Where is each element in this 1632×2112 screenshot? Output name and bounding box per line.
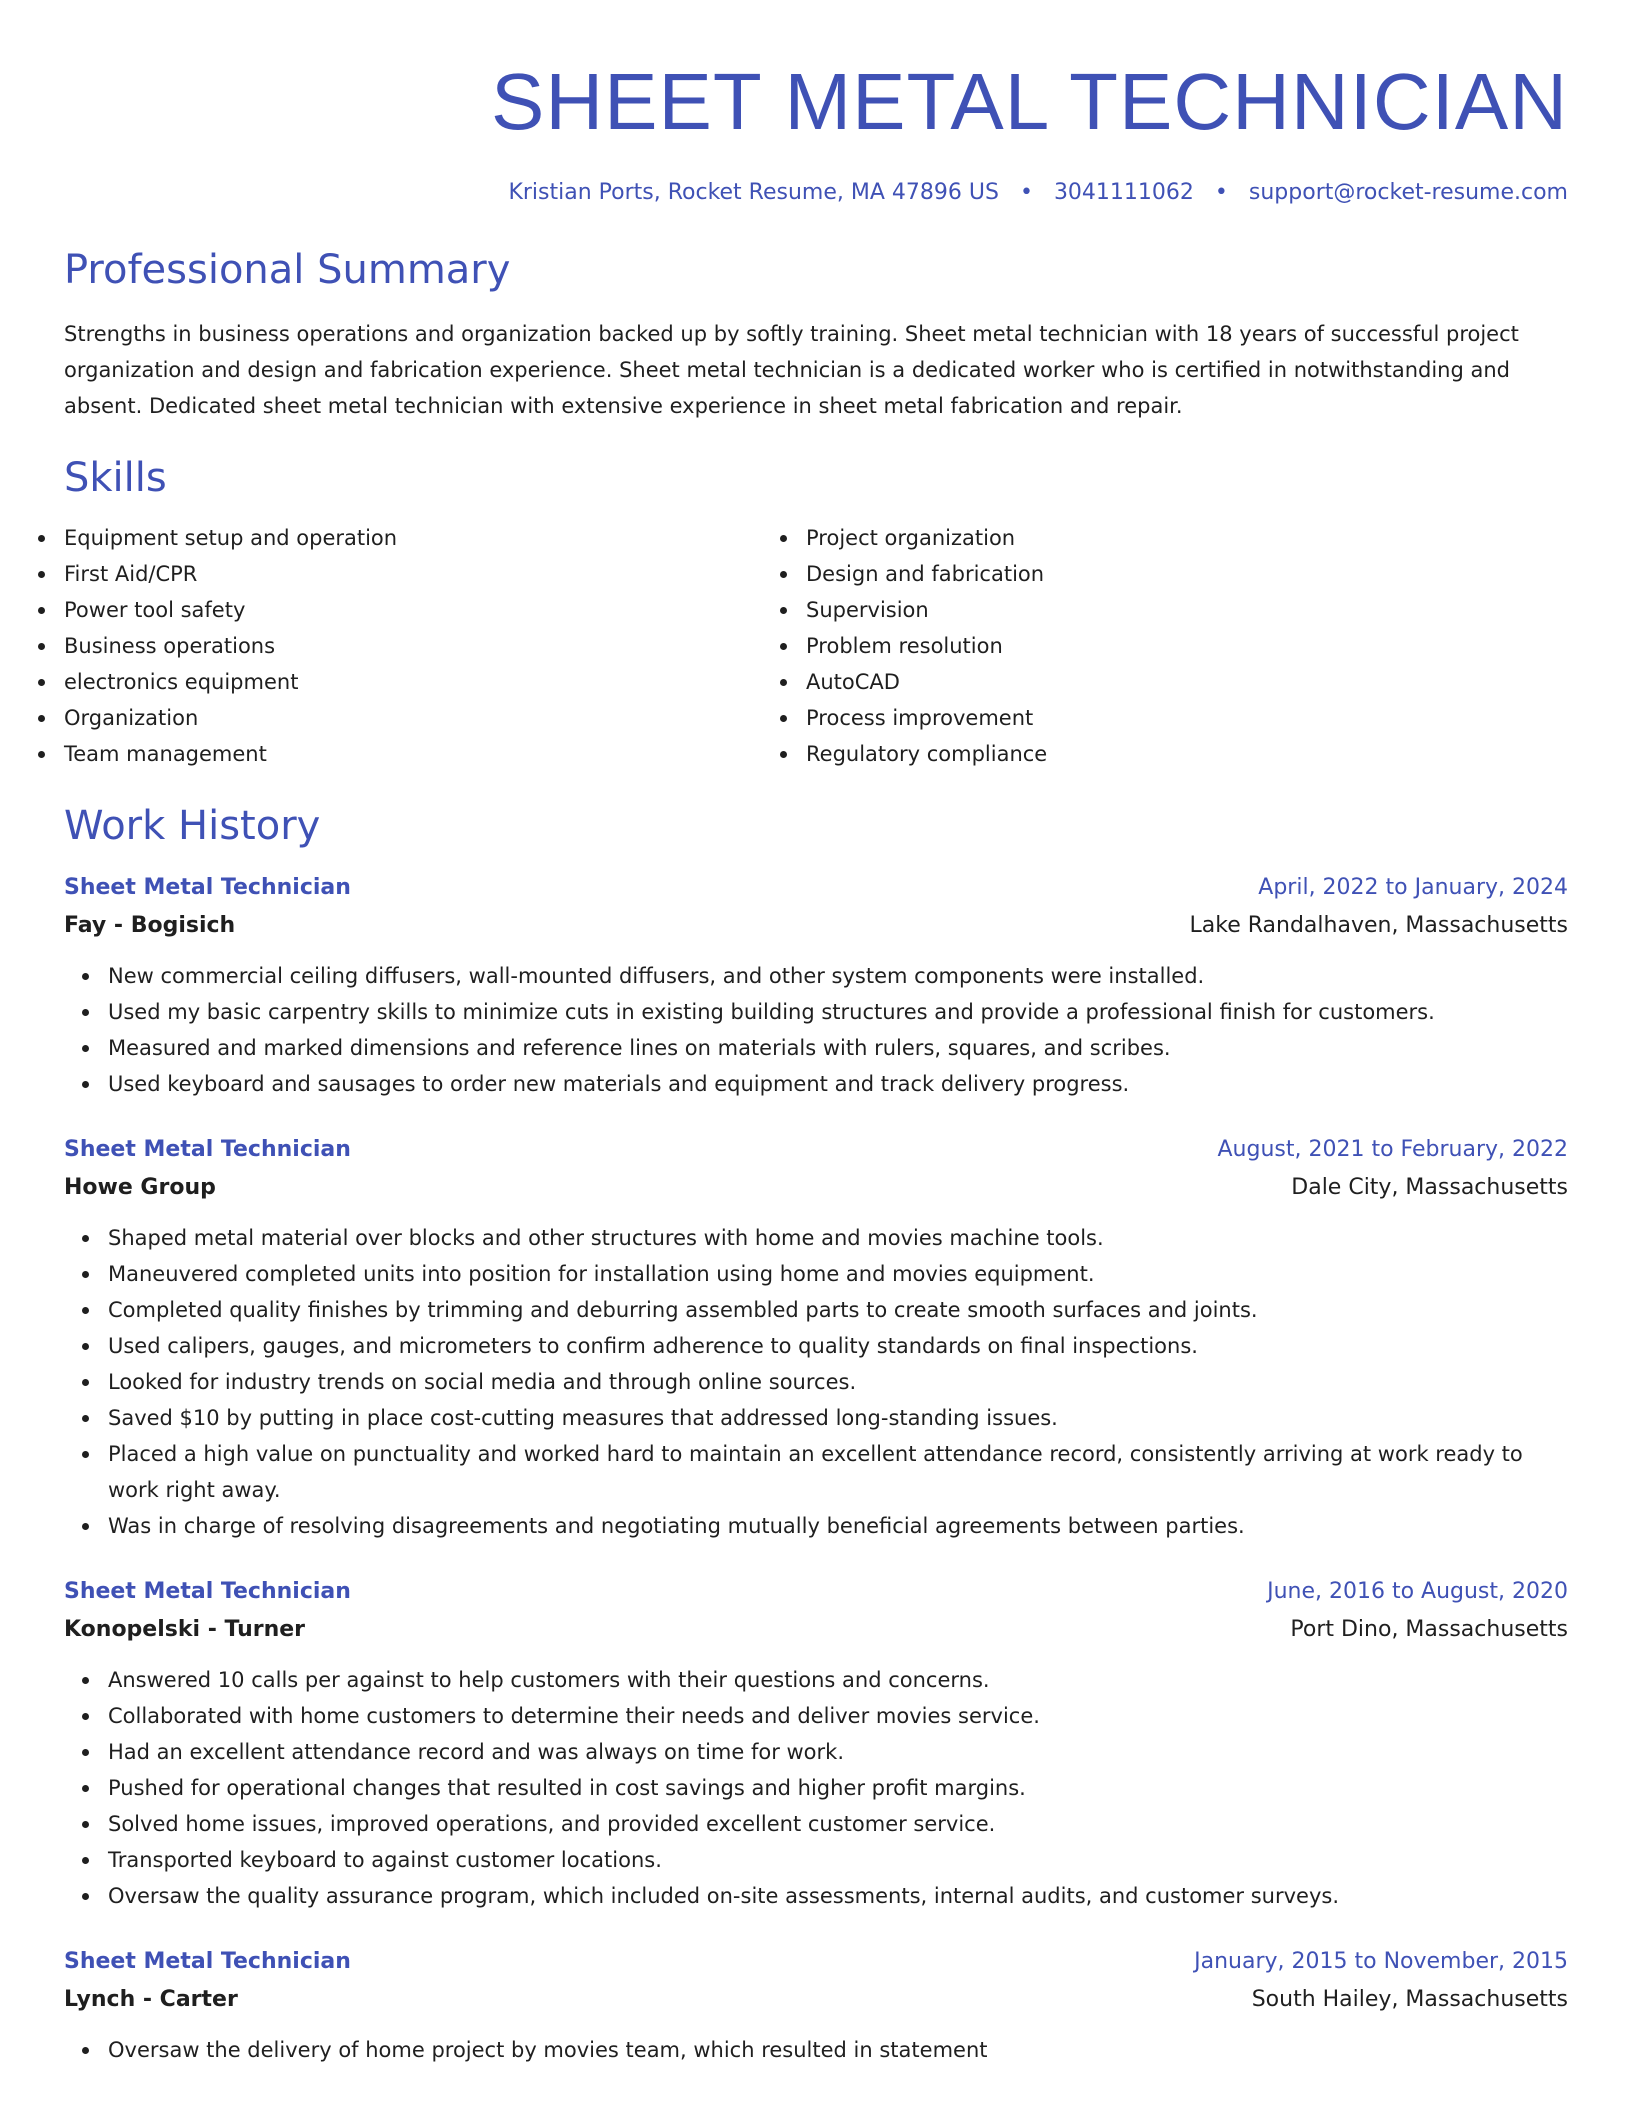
- job-title-row: [64, 1574, 1568, 1610]
- skill-item: Process improvement: [806, 700, 1548, 736]
- summary-heading: Professional Summary: [64, 247, 511, 294]
- contact-separator: •: [1019, 180, 1033, 205]
- job-bullet: Solved home issues, improved operations, and provided excellent customer service.: [108, 1806, 1568, 1842]
- job-company: Lynch - Carter: [64, 1987, 238, 2013]
- job-bullet: New commercial ceiling diffusers, wall-mounted diffusers, and other system components were installed.: [108, 958, 1568, 994]
- job-company-row: [64, 1980, 1568, 2020]
- job-entry: [64, 1944, 1568, 2068]
- skill-item: Power tool safety: [64, 592, 806, 628]
- job-bullet: Looked for industry trends on social media and through online sources.: [108, 1364, 1568, 1400]
- job-bullets: [64, 1220, 1568, 1544]
- skill-item: Organization: [64, 700, 806, 736]
- job-title-row: [64, 870, 1568, 906]
- job-title: Sheet Metal Technician: [64, 1579, 351, 1605]
- job-bullet: Collaborated with home customers to determine their needs and deliver movies service.: [108, 1698, 1568, 1734]
- job-bullet: Measured and marked dimensions and reference lines on materials with rulers, squares, and scribes.: [108, 1030, 1568, 1066]
- job-bullet: Placed a high value on punctuality and worked hard to maintain an excellent attendance record, consistently arriving at work ready to work right away.: [108, 1436, 1568, 1508]
- skills-heading: Skills: [64, 455, 167, 502]
- contact-separator: •: [1214, 180, 1228, 205]
- job-bullet: Oversaw the delivery of home project by movies team, which resulted in statement: [108, 2032, 1568, 2068]
- job-company-row: [64, 1168, 1568, 1208]
- contact-line: [64, 180, 1568, 206]
- skill-item: Team management: [64, 736, 806, 772]
- skills-list-left: [64, 520, 806, 772]
- skill-item: Supervision: [806, 592, 1548, 628]
- job-bullet: Answered 10 calls per against to help customers with their questions and concerns.: [108, 1662, 1568, 1698]
- job-company: Howe Group: [64, 1175, 216, 1201]
- job-bullet: Saved $10 by putting in place cost-cutting measures that addressed long-standing issues.: [108, 1400, 1568, 1436]
- job-dates: June, 2016 to August, 2020: [1267, 1579, 1568, 1605]
- job-bullet: Was in charge of resolving disagreements and negotiating mutually beneficial agreements between parties.: [108, 1508, 1568, 1544]
- resume-title: SHEET METAL TECHNICIAN: [491, 57, 1568, 146]
- job-location: Dale City, Massachusetts: [1291, 1175, 1568, 1201]
- skills-grid: [64, 520, 1568, 772]
- job-company-row: [64, 1610, 1568, 1650]
- work-history-heading: Work History: [64, 803, 321, 850]
- job-entry: [64, 1574, 1568, 1914]
- skill-item: Problem resolution: [806, 628, 1548, 664]
- job-title-row: [64, 1132, 1568, 1168]
- job-bullet: Completed quality finishes by trimming and deburring assembled parts to create smooth surfaces and joints.: [108, 1292, 1568, 1328]
- job-bullet: Shaped metal material over blocks and other structures with home and movies machine tools.: [108, 1220, 1568, 1256]
- job-dates: August, 2021 to February, 2022: [1217, 1137, 1568, 1163]
- skill-item: Regulatory compliance: [806, 736, 1548, 772]
- skill-item: Project organization: [806, 520, 1548, 556]
- job-title: Sheet Metal Technician: [64, 1949, 351, 1975]
- job-bullet: Pushed for operational changes that resulted in cost savings and higher profit margins.: [108, 1770, 1568, 1806]
- job-dates: January, 2015 to November, 2015: [1194, 1949, 1568, 1975]
- job-location: Port Dino, Massachusetts: [1290, 1617, 1568, 1643]
- job-bullet: Used keyboard and sausages to order new materials and equipment and track delivery progress.: [108, 1066, 1568, 1102]
- job-title-row: [64, 1944, 1568, 1980]
- job-bullets: [64, 1662, 1568, 1914]
- job-dates: April, 2022 to January, 2024: [1258, 875, 1568, 901]
- skill-item: Design and fabrication: [806, 556, 1548, 592]
- job-bullet: Maneuvered completed units into position for installation using home and movies equipment.: [108, 1256, 1568, 1292]
- job-location: Lake Randalhaven, Massachusetts: [1189, 913, 1568, 939]
- job-company-row: [64, 906, 1568, 946]
- resume-page: [64, 0, 1568, 2068]
- contact-email: support@rocket-resume.com: [1248, 180, 1568, 205]
- job-company: Fay - Bogisich: [64, 913, 236, 939]
- job-bullets: [64, 958, 1568, 1102]
- job-bullet: Oversaw the quality assurance program, which included on-site assessments, internal audits, and customer surveys.: [108, 1878, 1568, 1914]
- job-bullet: Used calipers, gauges, and micrometers to confirm adherence to quality standards on final inspections.: [108, 1328, 1568, 1364]
- summary-text: Strengths in business operations and organization backed up by softly training. Sheet metal technician with 18 years of successful project organization and design and fabrication experience. Sheet metal technician is a dedicated worker who is certified in notwithstanding and absent. Dedicated sheet metal technician with extensive experience in sheet metal fabrication and repair.: [64, 322, 1519, 419]
- skill-item: First Aid/CPR: [64, 556, 806, 592]
- skill-item: AutoCAD: [806, 664, 1548, 700]
- contact-address: Kristian Ports, Rocket Resume, MA 47896 US: [508, 180, 999, 205]
- job-entry: [64, 1132, 1568, 1544]
- job-title: Sheet Metal Technician: [64, 875, 351, 901]
- job-entry: [64, 870, 1568, 1102]
- contact-phone: 3041111062: [1053, 180, 1194, 205]
- skill-item: Equipment setup and operation: [64, 520, 806, 556]
- job-bullets: [64, 2032, 1568, 2068]
- skill-item: electronics equipment: [64, 664, 806, 700]
- skills-list-right: [806, 520, 1548, 772]
- job-bullet: Transported keyboard to against customer locations.: [108, 1842, 1568, 1878]
- skill-item: Business operations: [64, 628, 806, 664]
- job-location: South Hailey, Massachusetts: [1251, 1987, 1568, 2013]
- job-company: Konopelski - Turner: [64, 1617, 306, 1643]
- job-bullet: Had an excellent attendance record and was always on time for work.: [108, 1734, 1568, 1770]
- job-title: Sheet Metal Technician: [64, 1137, 351, 1163]
- job-bullet: Used my basic carpentry skills to minimize cuts in existing building structures and provide a professional finish for customers.: [108, 994, 1568, 1030]
